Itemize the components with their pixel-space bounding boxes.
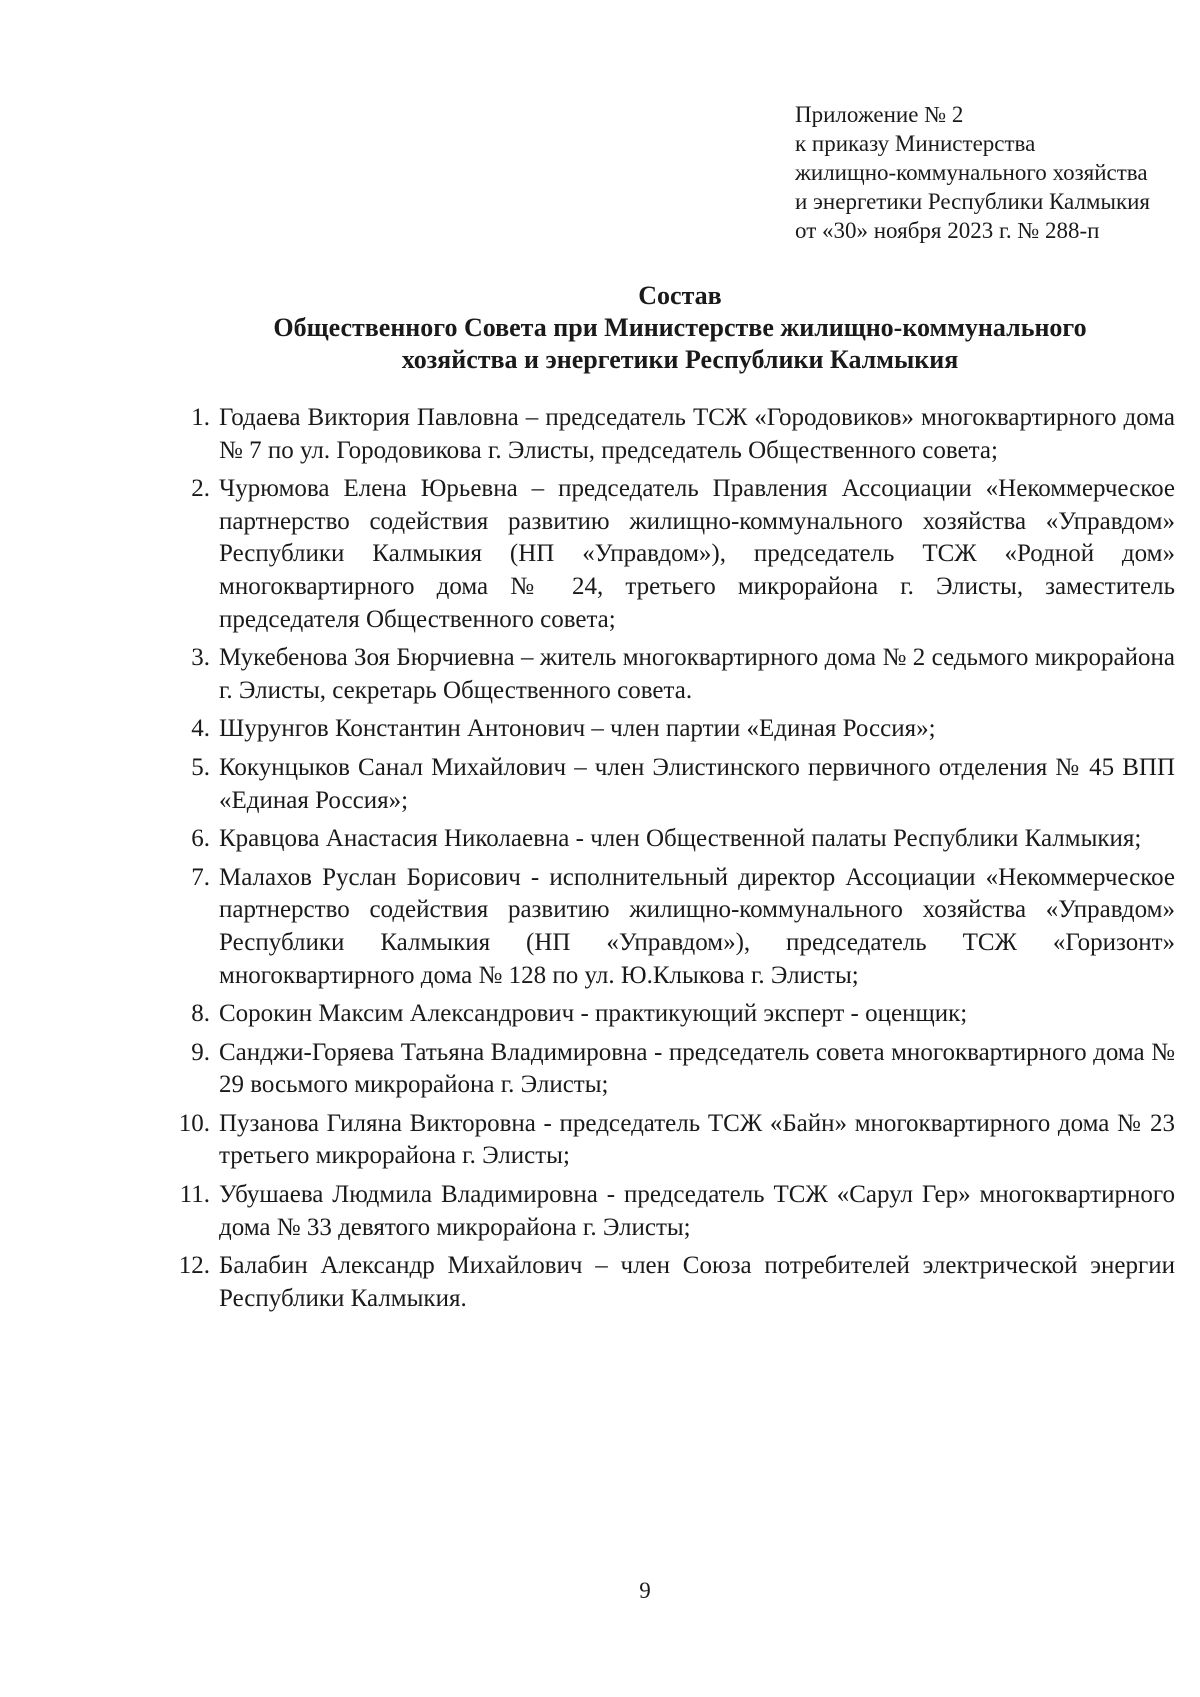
item-text: Сорокин Максим Александрович - практикующий эксперт - оценщик; <box>219 1000 968 1028</box>
appendix-line: Приложение № 2 <box>795 102 964 127</box>
item-number: 8. <box>191 1000 210 1028</box>
item-number: 9. <box>191 1038 210 1066</box>
item-text: Санджи-Горяева Татьяна Владимировна - председатель совета многоквартирного дома № 29 восьмого микрорайона г. Элисты; <box>219 1038 1175 1099</box>
item-number: 11. <box>179 1181 210 1209</box>
list-item <box>175 862 1175 992</box>
item-number: 10. <box>178 1109 210 1137</box>
appendix-note <box>795 100 1175 245</box>
members-list <box>175 402 1175 1321</box>
item-text: Балабин Александр Михайлович – член Союза потребителей электрической энергии Республики Калмыкия. <box>219 1252 1175 1312</box>
item-number: 7. <box>191 863 210 891</box>
list-item <box>175 998 1175 1031</box>
item-number: 2. <box>191 475 210 503</box>
list-item <box>175 1037 1175 1102</box>
appendix-line: от «30» ноября 2023 г. № 288-п <box>795 218 1100 243</box>
heading-subtitle-line: хозяйства и энергетики Республики Калмыкия <box>401 345 959 374</box>
heading-subtitle-line: Общественного Совета при Министерстве жилищно-коммунального <box>273 313 1087 342</box>
item-number: 6. <box>191 825 210 853</box>
list-item <box>175 713 1175 746</box>
item-number: 4. <box>191 715 210 743</box>
item-text: Пузанова Гиляна Викторовна - председатель ТСЖ «Байн» многоквартирного дома № 23 третьего микрорайона г. Элисты; <box>219 1109 1175 1170</box>
item-text: Чурюмова Елена Юрьевна – председатель Правления Ассоциации «Некоммерческое партнерство содействия развитию жилищно-коммунального хозяйства «Управдом» Республики Калмыкия (НП «Управдом»), председатель ТСЖ «Родной дом» многоквартирного дома № 24, третьего микрорайона г. Элисты, заместитель председателя Общественного совета; <box>219 475 1175 633</box>
list-item <box>175 642 1175 707</box>
item-text: Годаева Виктория Павловна – председатель ТСЖ «Городовиков» многоквартирного дома № 7 по ул. Городовикова г. Элисты, председатель Общественного совета; <box>219 404 1175 464</box>
item-number: 12. <box>178 1252 210 1280</box>
list-item <box>175 402 1175 467</box>
list-item <box>175 1108 1175 1173</box>
list-item <box>175 1250 1175 1315</box>
appendix-line: и энергетики Республики Калмыкия <box>795 189 1151 214</box>
item-text: Шурунгов Константин Антонович – член партии «Единая Россия»; <box>219 715 936 743</box>
list-item <box>175 1179 1175 1244</box>
item-number: 3. <box>191 644 210 672</box>
item-text: Мукебенова Зоя Бюрчиевна – житель многоквартирного дома № 2 седьмого микрорайона г. Элисты, секретарь Общественного совета. <box>219 644 1175 704</box>
list-item <box>175 823 1175 856</box>
appendix-line: к приказу Министерства <box>795 131 1036 156</box>
item-number: 1. <box>191 404 210 431</box>
item-text: Малахов Руслан Борисович - исполнительный директор Ассоциации «Некоммерческое партнерство содействия развитию жилищно-коммунального хозяйства «Управдом» Республики Калмыкия (НП «Управдом»), председатель ТСЖ «Горизонт» многоквартирного дома № 128 по ул. Ю.Клыкова г. Элисты; <box>219 863 1175 989</box>
list-item <box>175 473 1175 636</box>
item-text: Кокунцыков Санал Михайлович – член Элистинского первичного отделения № 45 ВПП «Единая Россия»; <box>219 753 1175 814</box>
item-number: 5. <box>191 753 210 781</box>
item-text: Убушаева Людмила Владимировна - председатель ТСЖ «Сарул Гер» многоквартирного дома № 33 девятого микрорайона г. Элисты; <box>219 1181 1175 1241</box>
appendix-line: жилищно-коммунального хозяйства <box>795 160 1148 185</box>
heading-title: Состав <box>638 281 722 310</box>
item-text: Кравцова Анастасия Николаевна - член Общественной палаты Республики Калмыкия; <box>219 825 1142 853</box>
document-heading <box>200 280 1160 376</box>
list-item <box>175 752 1175 817</box>
page-number: 9 <box>639 1578 651 1603</box>
